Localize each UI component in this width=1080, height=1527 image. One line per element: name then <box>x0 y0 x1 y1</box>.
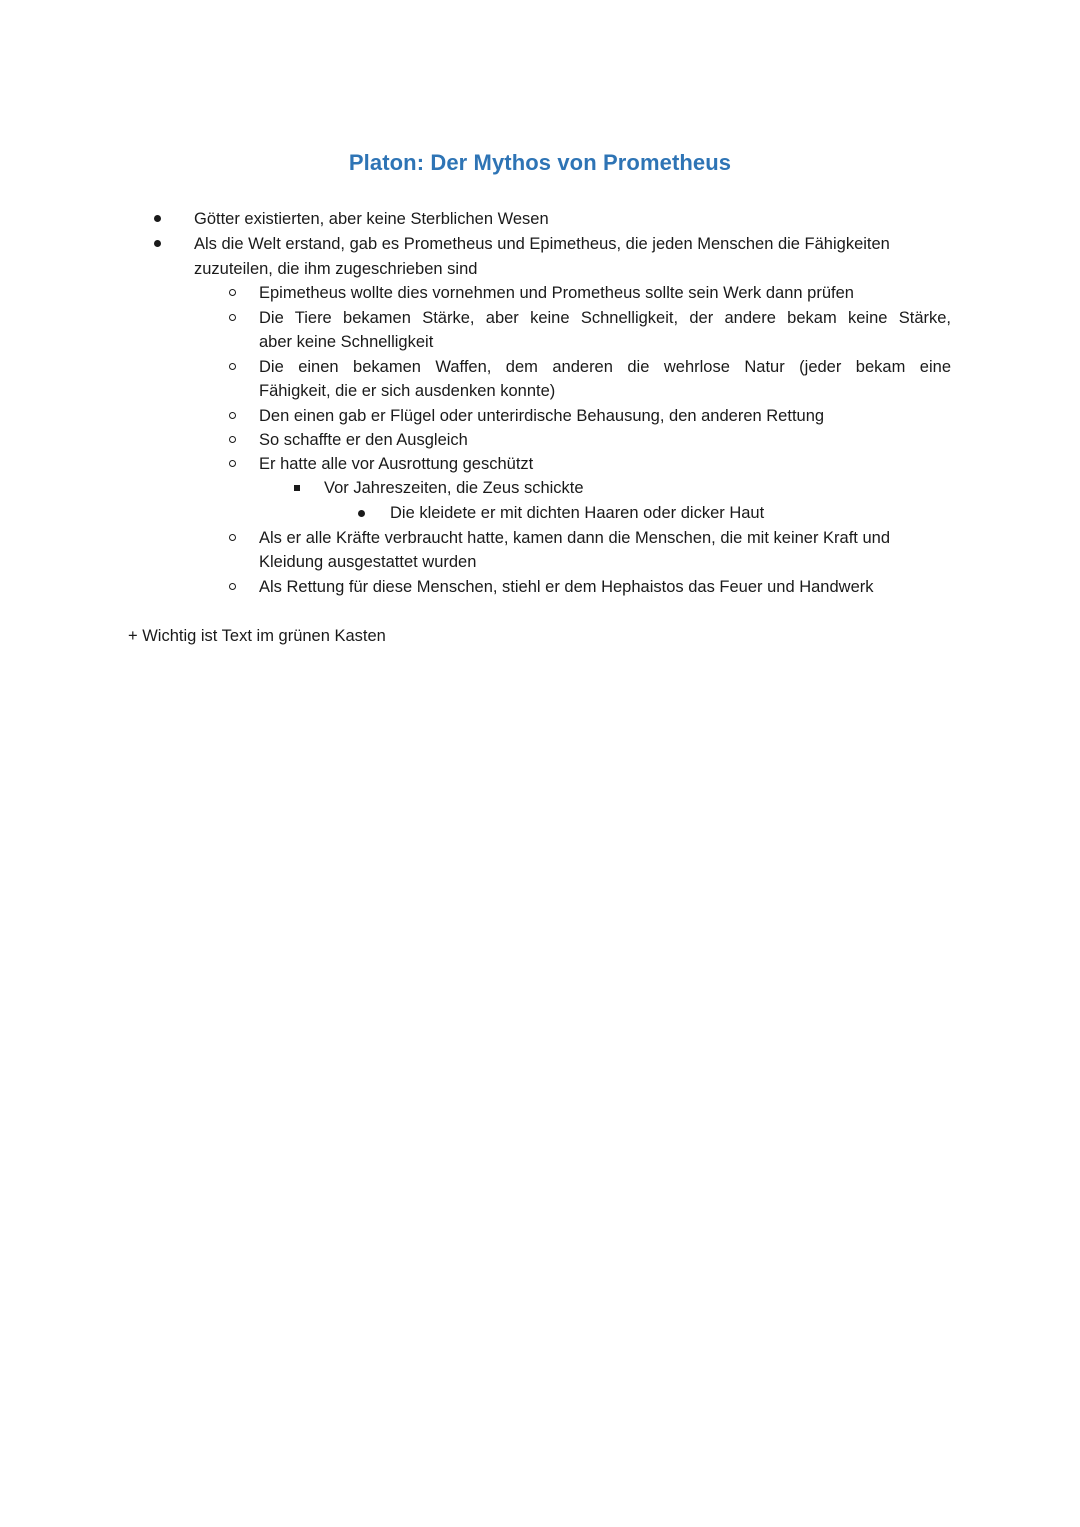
list-item: So schaffte er den Ausgleich <box>259 431 468 449</box>
list-item-continuation: aber keine Schnelligkeit <box>259 333 434 351</box>
list-item: Den einen gab er Flügel oder unterirdische Behausung, den anderen Rettung <box>259 407 825 425</box>
bullet-ring-icon <box>229 314 236 321</box>
bullet-ring-icon <box>229 289 236 296</box>
bullet-square-icon <box>294 485 300 491</box>
list-item: Götter existierten, aber keine Sterblichen Wesen <box>194 210 549 228</box>
list-item: Epimetheus wollte dies vornehmen und Prometheus sollte sein Werk dann prüfen <box>259 284 854 302</box>
bullet-ring-icon <box>229 583 236 590</box>
note-text: + Wichtig ist Text im grünen Kasten <box>128 627 386 645</box>
bullet-dot-icon <box>154 215 161 222</box>
list-item-continuation: zuzuteilen, die ihm zugeschrieben sind <box>194 260 478 278</box>
list-item: Als Rettung für diese Menschen, stiehl er dem Hephaistos das Feuer und Handwerk <box>259 578 874 596</box>
list-item: Die Tiere bekamen Stärke, aber keine Schnelligkeit, der andere bekam keine Stärke, <box>259 309 951 327</box>
bullet-dot-icon <box>358 510 365 517</box>
bullet-ring-icon <box>229 412 236 419</box>
bullet-ring-icon <box>229 460 236 467</box>
list-item-continuation: Fähigkeit, die er sich ausdenken konnte) <box>259 382 556 400</box>
list-item: Die einen bekamen Waffen, dem anderen die wehrlose Natur (jeder bekam eine <box>259 358 951 376</box>
list-item: Als er alle Kräfte verbraucht hatte, kamen dann die Menschen, die mit keiner Kraft und <box>259 529 891 547</box>
bullet-ring-icon <box>229 363 236 370</box>
page-title: Platon: Der Mythos von Prometheus <box>348 150 732 175</box>
bullet-dot-icon <box>154 240 161 247</box>
list-item: Die kleidete er mit dichten Haaren oder dicker Haut <box>390 504 765 522</box>
bullet-ring-icon <box>229 436 236 443</box>
list-item: Als die Welt erstand, gab es Prometheus und Epimetheus, die jeden Menschen die Fähigkeiten <box>194 235 890 253</box>
list-item: Vor Jahreszeiten, die Zeus schickte <box>324 479 584 497</box>
list-item: Er hatte alle vor Ausrottung geschützt <box>259 455 534 473</box>
bullet-ring-icon <box>229 534 236 541</box>
list-item-continuation: Kleidung ausgestattet wurden <box>259 553 477 571</box>
